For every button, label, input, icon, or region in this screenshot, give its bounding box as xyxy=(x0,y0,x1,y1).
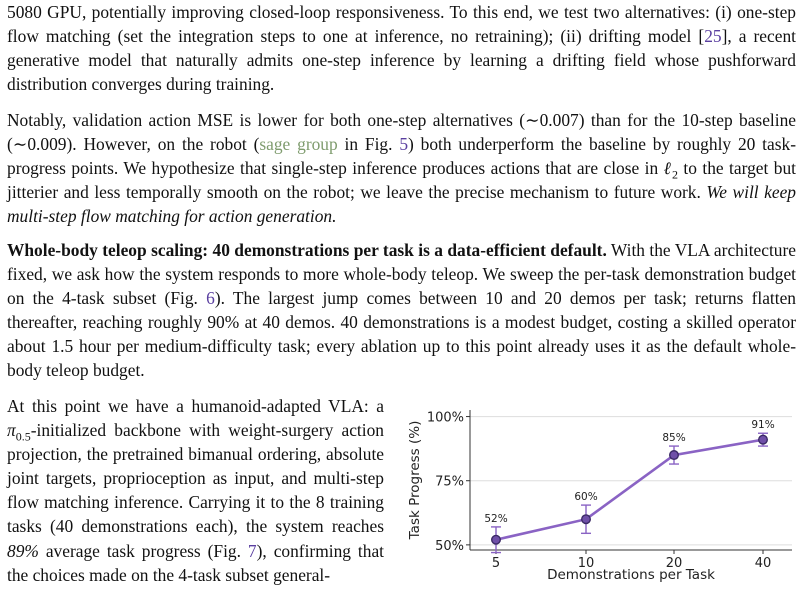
line-chart xyxy=(402,402,802,602)
text: ). The largest jump comes between 10 and 20 demos per task; returns flatten thereafter, reaching roughly 90% at 40 demos. 40 demonstrations is a modest budget, costing a skilled operator about 1.5 hour per medium-difficulty task; every ablation up to this point already uses it as the default whole-body teleop budget. xyxy=(7,288,796,381)
paragraph-validation-mse xyxy=(7,108,796,228)
figure-ref-link[interactable]: 6 xyxy=(206,288,215,309)
x-axis-label: Demonstrations per Task xyxy=(547,567,715,583)
data-label: 60% xyxy=(574,491,598,504)
x-tick-label: 5 xyxy=(491,556,501,571)
figure-ref-link[interactable]: 5 xyxy=(399,134,409,155)
series-layer xyxy=(484,419,774,552)
text: ), confirming that the choices made on the 4-task subset general- xyxy=(7,540,384,585)
x-tick-label: 40 xyxy=(754,556,772,571)
x-tick-label: 10 xyxy=(577,556,595,571)
x-tick-label: 20 xyxy=(665,556,683,571)
y-axis-label: Task Progress (%) xyxy=(407,420,423,540)
text: to the target but jitterier and less temporally smooth on the robot; we leave the precise mechanism to future work. xyxy=(7,158,796,203)
italic-percent: 89% xyxy=(7,540,39,561)
paragraph-teleop-scaling xyxy=(7,238,796,383)
y-tick-label: 50% xyxy=(435,538,464,554)
text: At this point we have a humanoid-adapted VLA: a xyxy=(7,396,384,416)
text: 5080 GPU, potentially improving closed-loop responsiveness. To this end, we test two alternatives: (i) one-step flow matching (set the integration steps to one at inference, no retraining); (ii) drifting model [ xyxy=(7,2,796,47)
pi-subscript: 0.5 xyxy=(15,429,31,444)
data-label: 85% xyxy=(662,432,686,445)
text: -initialized backbone with weight-surgery action projection, the pretrained bimanual ordering, absolute joint targets, proprioception as input, and multi-step flow matching inference. Carrying it to the 8 training tasks (40 demonstrations each), the system reaches xyxy=(7,420,384,537)
figure-6-chart xyxy=(402,402,802,602)
y-tick-label: 100% xyxy=(426,410,464,426)
text: ) both underperform the baseline by roughly 20 task-progress points. We hypothesize that single-step inference produces actions that are close in xyxy=(7,134,796,179)
text: With the VLA architecture fixed, we ask how the system responds to more whole-body teleop. We sweep the per-task demonstration budget on the 4-task subset (Fig. xyxy=(7,240,796,309)
text: Notably, validation action MSE is lower for both one-step alternatives (∼0.007) than for the 10-step baseline (∼0.009). However, on the robot ( xyxy=(7,110,796,155)
text: in Fig. xyxy=(337,134,400,155)
axis-layer xyxy=(427,410,792,571)
ell-symbol: ℓ xyxy=(663,158,672,179)
series-line xyxy=(496,440,763,540)
data-label: 91% xyxy=(751,419,775,432)
data-point xyxy=(582,515,591,524)
text: ], a recent generative model that naturally admits one-step inference by learning a drifting field whose pushforward distribution converges during training. xyxy=(7,26,796,95)
data-label: 52% xyxy=(484,512,508,525)
paragraph-humanoid-vla xyxy=(7,394,384,587)
citation-link[interactable]: 25 xyxy=(704,26,722,47)
data-point xyxy=(759,435,768,444)
text: average task progress (Fig. xyxy=(38,540,248,561)
data-point xyxy=(492,535,501,544)
grid-layer xyxy=(470,417,792,545)
paragraph-heading: Whole-body teleop scaling: 40 demonstrations per task is a data-efficient default. xyxy=(7,240,607,260)
data-point xyxy=(670,451,679,460)
y-tick-label: 75% xyxy=(435,474,464,490)
paragraph-one-step-alternatives xyxy=(7,0,796,96)
pi-symbol: π xyxy=(7,420,16,441)
ell-subscript: 2 xyxy=(671,167,678,182)
italic-conclusion: We will keep multi-step flow matching for action generation. xyxy=(7,182,797,227)
figure-ref-link[interactable]: 7 xyxy=(247,540,257,561)
sage-group-label: sage group xyxy=(259,134,338,155)
